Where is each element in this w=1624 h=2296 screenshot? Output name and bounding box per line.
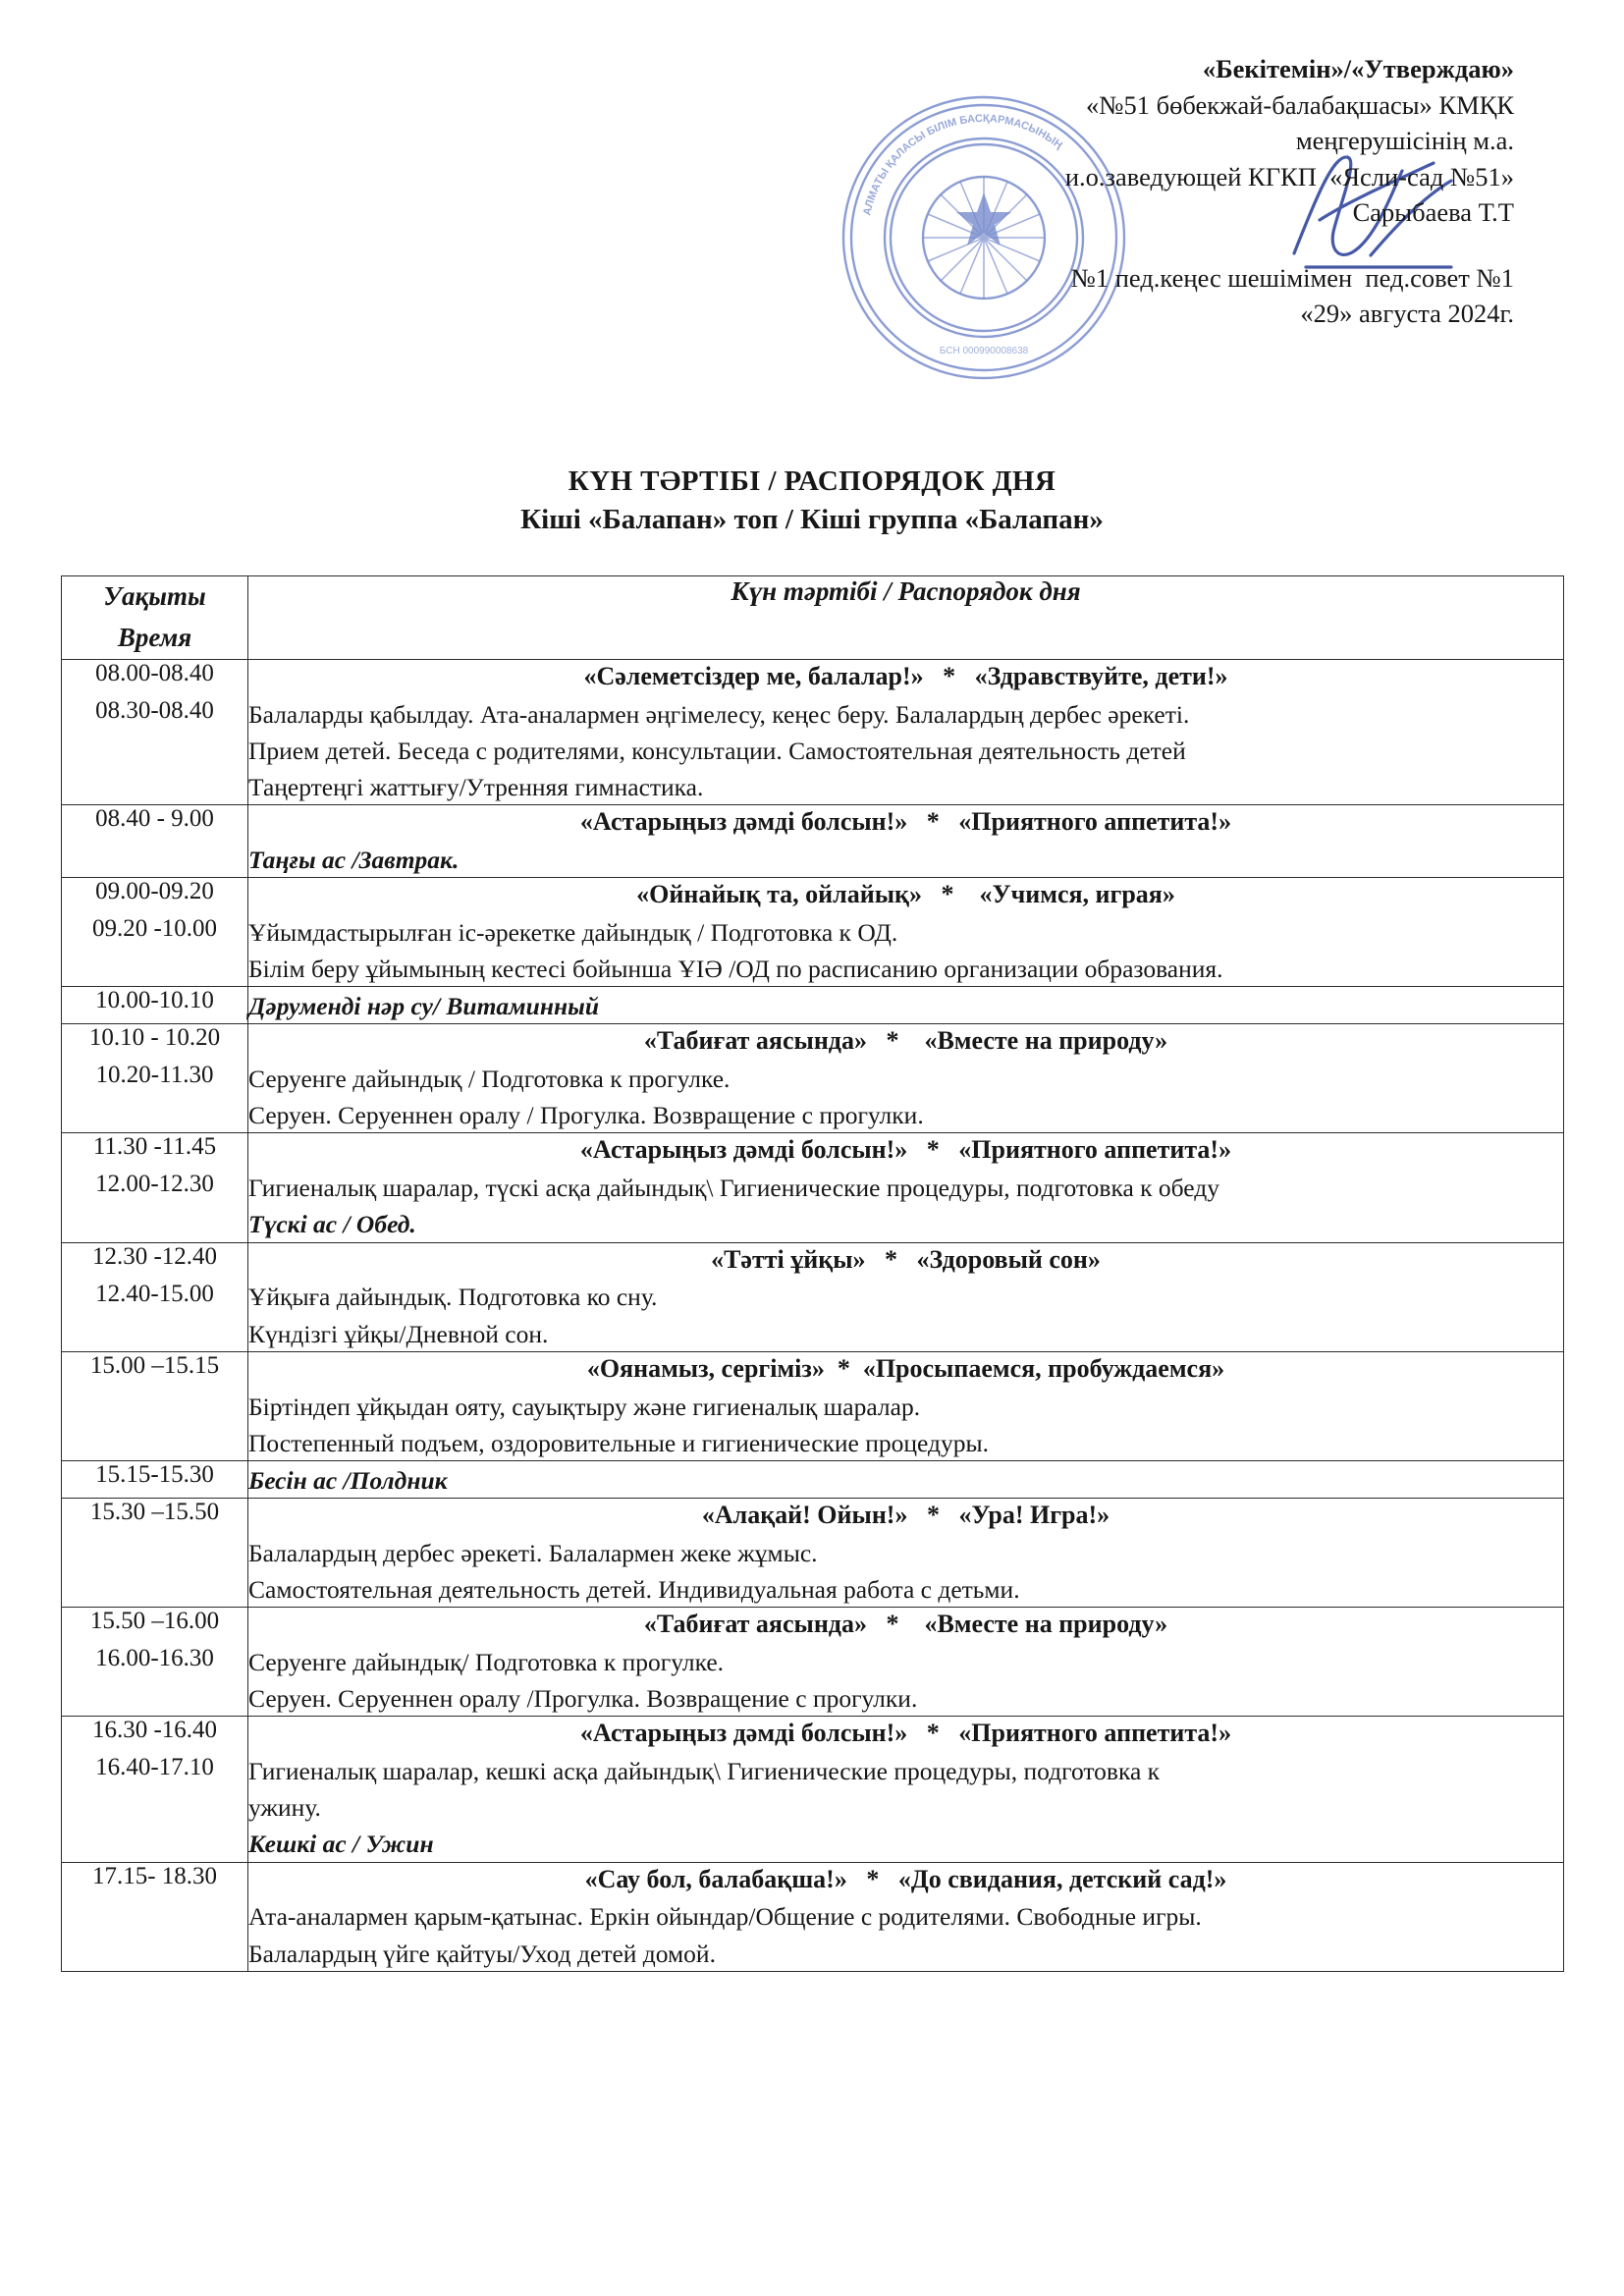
schedule-activity-cell	[248, 1133, 1564, 1242]
activity-heading: «Сәлеметсіздер ме, балалар!» * «Здравствуйте, дети!»	[583, 661, 1228, 690]
schedule-time-cell	[62, 1133, 248, 1242]
activity-line: Ұйымдастырылған іс-әрекетке дайындық / Подготовка к ОД.	[248, 917, 898, 947]
table-row	[62, 1024, 1564, 1133]
svg-text:БСН 000990008638: БСН 000990008638	[939, 346, 1029, 356]
activity-heading: «Табиғат аясында» * «Вместе на природу»	[643, 1026, 1168, 1056]
activity-line: Бесін ас /Полдник	[248, 1465, 448, 1495]
table-row	[62, 659, 1564, 804]
column-header-time-ru: Время	[117, 622, 192, 652]
schedule-time-cell	[62, 1862, 248, 1971]
table-row	[62, 987, 1564, 1024]
table-body	[62, 659, 1564, 1971]
schedule-time-cell	[62, 987, 248, 1024]
activity-heading: «Астарыңыз дәмді болсын!» * «Приятного аппетита!»	[579, 806, 1232, 836]
schedule-activity-cell	[248, 1498, 1564, 1607]
table-row	[62, 1498, 1564, 1607]
schedule-time-value: 15.15-15.30	[95, 1460, 214, 1488]
activity-line: Түскі ас / Обед.	[248, 1210, 416, 1239]
table-row	[62, 1460, 1564, 1498]
approval-line-2: «№51 бөбекжай-балабақшасы» КМҚК	[1085, 89, 1514, 120]
activity-line: Дәруменді нәр су/ Витаминный	[248, 992, 600, 1021]
table-row	[62, 1133, 1564, 1242]
activity-line: Білім беру ұйымының кестесі бойынша ҰІӘ /ОД по расписанию организации образования.	[248, 954, 1223, 983]
activity-line: Самостоятельная деятельность детей. Индивидуальная работа с детьми.	[248, 1574, 1020, 1604]
activity-heading: «Астарыңыз дәмді болсын!» * «Приятного аппетита!»	[579, 1135, 1232, 1165]
schedule-time-value: 10.10 - 10.20	[88, 1024, 221, 1052]
schedule-time-value: 10.00-10.10	[95, 987, 214, 1014]
approval-header	[827, 51, 1514, 332]
page-subtitle: Кіші «Балапан» топ / Кіші группа «Балапан»	[520, 504, 1104, 535]
schedule-time-cell	[62, 1608, 248, 1717]
schedule-time-value: 09.20 -10.00	[91, 914, 218, 942]
schedule-time-value: 16.40-17.10	[95, 1754, 214, 1781]
activity-line: Балалардың дербес әрекеті. Балалармен жеке жұмыс.	[248, 1538, 818, 1567]
approval-line-6: №1 пед.кеңес шешімімен пед.совет №1	[1070, 262, 1514, 293]
schedule-activity-cell	[248, 1460, 1564, 1498]
activity-line: Ата-аналармен қарым-қатынас. Еркін ойындар/Общение с родителями. Свободные игры.	[248, 1902, 1202, 1932]
activity-line: Гигиеналық шаралар, түскі асқа дайындық\ Гигиенические процедуры, подготовка к обеду	[248, 1174, 1220, 1203]
schedule-activity-cell	[248, 1608, 1564, 1717]
activity-line: Кешкі ас / Ужин	[248, 1830, 434, 1859]
activity-line: Серуен. Серуеннен оралу /Прогулка. Возвращение с прогулки.	[248, 1684, 918, 1714]
schedule-activity-cell	[248, 1242, 1564, 1351]
schedule-activity-cell	[248, 804, 1564, 877]
schedule-time-value: 15.50 –16.00	[89, 1608, 220, 1635]
schedule-time-cell	[62, 1498, 248, 1607]
schedule-time-value: 12.40-15.00	[95, 1280, 214, 1307]
column-header-time	[62, 576, 248, 660]
activity-line: Серуенге дайындық/ Подготовка к прогулке.	[248, 1647, 725, 1676]
activity-line: ужину.	[248, 1793, 321, 1823]
schedule-time-cell	[62, 877, 248, 986]
daily-schedule-table	[61, 575, 1564, 1972]
activity-heading: «Тәтті ұйқы» * «Здоровый сон»	[711, 1244, 1101, 1274]
activity-heading: «Алақай! Ойын!» * «Ура! Игра!»	[701, 1500, 1110, 1529]
schedule-time-value: 16.00-16.30	[95, 1645, 214, 1672]
schedule-time-cell	[62, 1351, 248, 1460]
schedule-time-cell	[62, 804, 248, 877]
activity-heading: «Астарыңыз дәмді болсын!» * «Приятного аппетита!»	[579, 1719, 1232, 1748]
table-row	[62, 1608, 1564, 1717]
activity-line: Таңғы ас /Завтрак.	[248, 845, 460, 874]
table-header-row	[62, 576, 1564, 660]
activity-line: Серуен. Серуеннен оралу / Прогулка. Возвращение с прогулки.	[248, 1101, 924, 1130]
schedule-time-value: 15.30 –15.50	[89, 1498, 220, 1525]
activity-line: Біртіндеп ұйқыдан ояту, сауықтыру және гигиеналық шаралар.	[248, 1392, 921, 1421]
activity-heading: «Сау бол, балабақша!» * «До свидания, детский сад!»	[584, 1864, 1227, 1893]
schedule-activity-cell	[248, 877, 1564, 986]
table-row	[62, 1242, 1564, 1351]
schedule-activity-cell	[248, 1862, 1564, 1971]
activity-line: Серуенге дайындық / Подготовка к прогулке.	[248, 1065, 731, 1094]
schedule-activity-cell	[248, 1024, 1564, 1133]
schedule-time-value: 15.00 –15.15	[89, 1351, 220, 1379]
schedule-time-cell	[62, 1460, 248, 1498]
schedule-time-value: 17.15- 18.30	[91, 1862, 218, 1889]
activity-heading: «Табиғат аясында» * «Вместе на природу»	[643, 1610, 1168, 1639]
schedule-activity-cell	[248, 987, 1564, 1024]
page-title: КҮН ТӘРТІБІ / РАСПОРЯДОК ДНЯ	[568, 465, 1056, 497]
schedule-time-cell	[62, 1024, 248, 1133]
approval-line-1: «Бекітемін»/«Утверждаю»	[1202, 54, 1514, 83]
column-header-routine: Күн тәртібі / Распорядок дня	[248, 576, 1564, 660]
activity-line: Прием детей. Беседа с родителями, консультации. Самостоятельная деятельность детей	[248, 736, 1186, 765]
schedule-time-cell	[62, 1717, 248, 1862]
schedule-time-cell	[62, 659, 248, 804]
document-titles	[0, 465, 1624, 536]
approval-line-3: меңгерушісінің м.а.	[1295, 126, 1514, 156]
schedule-time-value: 08.00-08.40	[95, 659, 214, 686]
table-row	[62, 1351, 1564, 1460]
svg-text:АЛМАТЫ ҚАЛАСЫ БІЛІМ БАСҚАРМАСЫ: АЛМАТЫ ҚАЛАСЫ БІЛІМ БАСҚАРМАСЫНЫҢ	[861, 112, 1065, 217]
schedule-time-value: 08.30-08.40	[95, 696, 214, 724]
schedule-activity-cell	[248, 1717, 1564, 1862]
table-row	[62, 804, 1564, 877]
schedule-time-value: 10.20-11.30	[95, 1062, 214, 1089]
activity-line: Балаларды қабылдау. Ата-аналармен әңгімелесу, кеңес беру. Балалардың дербес әрекеті.	[248, 699, 1190, 729]
approval-line-5: Сарыбаева Т.Т	[1352, 197, 1514, 228]
activity-line: Постепенный подъем, оздоровительные и гигиенические процедуры.	[248, 1428, 990, 1457]
activity-line: Күндізгі ұйқы/Дневной сон.	[248, 1319, 549, 1348]
schedule-time-value: 12.00-12.30	[95, 1171, 214, 1198]
schedule-time-value: 12.30 -12.40	[91, 1242, 218, 1270]
activity-heading: «Оянамыз, сергіміз» * «Просыпаемся, пробуждаемся»	[586, 1353, 1225, 1383]
schedule-time-value: 08.40 - 9.00	[95, 804, 214, 832]
schedule-activity-cell	[248, 659, 1564, 804]
column-header-time-kk: Уақыты	[103, 581, 206, 611]
table-row	[62, 1717, 1564, 1862]
approval-line-7: «29» августа 2024г.	[1300, 299, 1514, 329]
activity-line: Балалардың үйге қайтуы/Уход детей домой.	[248, 1939, 716, 1968]
schedule-time-cell	[62, 1242, 248, 1351]
approval-line-4: и.о.заведующей КГКП «Ясли-сад №51»	[1064, 161, 1514, 191]
schedule-time-value: 16.30 -16.40	[91, 1717, 218, 1744]
schedule-time-value: 09.00-09.20	[95, 877, 214, 904]
schedule-activity-cell	[248, 1351, 1564, 1460]
schedule-time-value: 11.30 -11.45	[92, 1133, 217, 1161]
activity-line: Гигиеналық шаралар, кешкі асқа дайындық\ Гигиенические процедуры, подготовка к	[248, 1757, 1161, 1786]
activity-heading: «Ойнайық та, ойлайық» * «Учимся, играя»	[636, 879, 1175, 908]
table-row	[62, 1862, 1564, 1971]
table-row	[62, 877, 1564, 986]
activity-line: Ұйқыға дайындық. Подготовка ко сну.	[248, 1283, 658, 1312]
activity-line: Таңертеңгі жаттығу/Утренняя гимнастика.	[248, 772, 704, 801]
